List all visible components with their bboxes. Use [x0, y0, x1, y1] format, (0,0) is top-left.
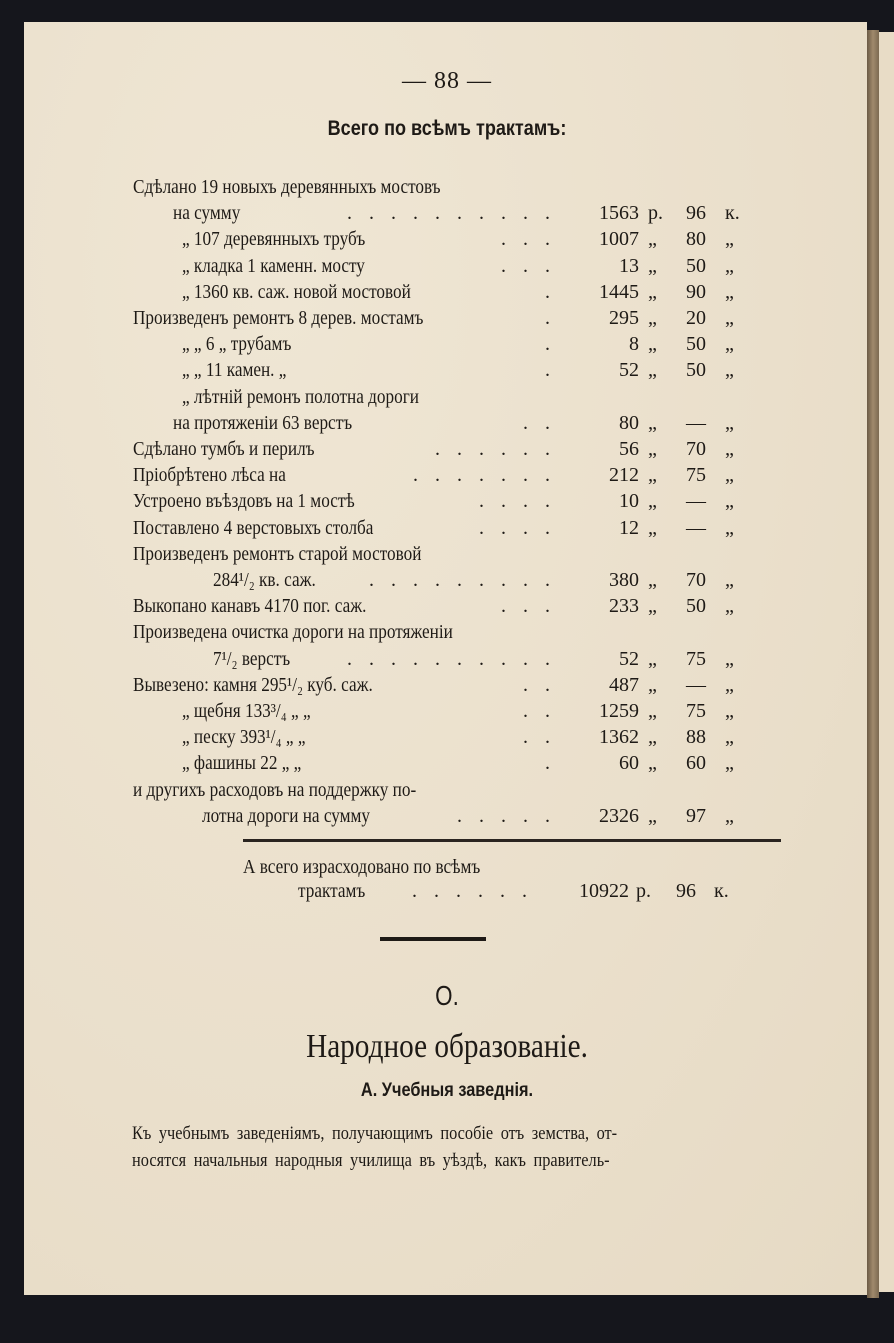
rub-unit: „	[648, 726, 657, 749]
table-row	[0, 357, 894, 383]
leader-dots: . .	[523, 673, 556, 696]
table-row	[0, 305, 894, 331]
total-row	[0, 878, 894, 904]
table-row	[0, 253, 894, 279]
row-rubles: 13	[619, 254, 639, 277]
table-row	[0, 279, 894, 305]
kop-unit: „	[725, 700, 734, 722]
section-title: Народное образованіе.	[306, 1028, 588, 1065]
leader-dots: . . . . . .	[435, 438, 556, 460]
row-label: Вывезено: камня 295¹/₂ куб. саж.	[133, 673, 373, 696]
row-label: „ лѣтній ремонъ полотна дороги	[182, 385, 419, 408]
row-label: Пріобрѣтено лѣса на	[133, 464, 286, 487]
table-row	[0, 698, 894, 724]
row-rubles: 52	[619, 359, 639, 382]
row-rubles: 2326	[599, 804, 639, 827]
row-label: 7¹/₂ верстъ	[213, 647, 291, 670]
row-rubles: 1362	[599, 726, 639, 749]
row-rubles: 212	[609, 464, 639, 487]
row-label: „ „ 11 камен. „	[182, 359, 287, 382]
table-row	[0, 777, 894, 803]
row-kopecks: —	[686, 673, 706, 696]
row-label: Выкопано канавъ 4170 пог. саж.	[133, 595, 367, 618]
table-row	[0, 803, 894, 829]
total-rule	[243, 839, 781, 842]
row-label: на сумму	[173, 202, 241, 225]
section-subtitle: А. Учебныя заведнія.	[360, 1080, 534, 1101]
kop-unit: „	[725, 726, 734, 749]
row-kopecks: 50	[686, 595, 706, 618]
table-row	[0, 724, 894, 750]
row-label: лотна дороги на сумму	[202, 804, 371, 827]
leader-dots: . .	[523, 700, 556, 722]
leader-dots: . . . . . . . . . .	[347, 647, 556, 670]
row-label: „ фашины 22 „ „	[182, 752, 302, 775]
kop-unit: „	[725, 359, 734, 382]
page-number: — 88 —	[402, 68, 492, 94]
rub-unit: „	[648, 700, 657, 722]
row-kopecks: —	[686, 516, 706, 539]
row-kopecks: —	[686, 490, 706, 513]
row-label: Поставлено 4 верстовыхъ столба	[133, 516, 374, 539]
row-kopecks: 90	[686, 280, 706, 303]
kop-unit: „	[725, 516, 734, 539]
row-kopecks: 96	[686, 202, 706, 225]
total-label-line2: трактамъ	[298, 880, 366, 902]
row-kopecks: 75	[686, 700, 706, 722]
row-kopecks: 97	[686, 804, 706, 827]
row-kopecks: 50	[686, 359, 706, 382]
row-rubles: 1259	[599, 700, 639, 722]
total-kopecks: 96	[676, 880, 696, 902]
kop-unit: „	[725, 228, 734, 251]
leader-dots: .	[545, 280, 556, 303]
leader-dots: . . . . .	[457, 804, 556, 827]
row-kopecks: 50	[686, 254, 706, 277]
kop-unit: „	[725, 438, 734, 460]
rub-unit: „	[648, 464, 657, 487]
kop-unit: „	[725, 752, 734, 775]
kop-unit: к.	[725, 202, 740, 225]
row-rubles: 1445	[599, 280, 639, 303]
leader-dots: . . . . . . . . . .	[347, 202, 556, 225]
leader-dots: . . . .	[479, 490, 556, 513]
row-label: Произведенъ ремонтъ старой мостовой	[133, 542, 422, 565]
row-kopecks: 75	[686, 464, 706, 487]
row-rubles: 10	[619, 490, 639, 513]
leader-dots: .	[545, 307, 556, 329]
leader-dots: . .	[523, 411, 556, 434]
row-rubles: 52	[619, 647, 639, 670]
rub-unit: „	[648, 647, 657, 670]
table-row	[0, 488, 894, 514]
table-row	[0, 619, 894, 645]
row-label: „ песку 393¹/₄ „ „	[182, 726, 306, 749]
total-rub-unit: р.	[636, 880, 651, 902]
leader-dots: . . .	[501, 595, 556, 618]
leader-dots: . . . . . . .	[413, 464, 556, 487]
rub-unit: „	[648, 804, 657, 827]
rub-unit: „	[648, 333, 657, 356]
rub-unit: „	[648, 569, 657, 591]
row-rubles: 295	[609, 307, 639, 329]
row-rubles: 487	[609, 673, 639, 696]
section-separator	[380, 937, 486, 941]
row-rubles: 8	[629, 333, 639, 356]
table-heading: Всего по всѣмъ трактамъ:	[327, 117, 567, 140]
row-label: „ щебня 133³/₄ „ „	[182, 700, 311, 722]
total-rubles: 10922	[579, 880, 629, 902]
rub-unit: „	[648, 307, 657, 329]
row-rubles: 60	[619, 752, 639, 775]
leader-dots: .	[545, 333, 556, 356]
total-label-line1: А всего израсходовано по всѣмъ	[243, 856, 481, 878]
kop-unit: „	[725, 280, 734, 303]
leader-dots: . . .	[501, 228, 556, 251]
rub-unit: „	[648, 752, 657, 775]
rub-unit: „	[648, 280, 657, 303]
rub-unit: „	[648, 359, 657, 382]
row-kopecks: 88	[686, 726, 706, 749]
table-row	[0, 462, 894, 488]
kop-unit: „	[725, 333, 734, 356]
table-row	[0, 541, 894, 567]
row-rubles: 380	[609, 569, 639, 591]
row-label: „ „ 6 „ трубамъ	[182, 333, 292, 356]
leader-dots: . . .	[501, 254, 556, 277]
row-label: на протяженіи 63 верстъ	[173, 411, 353, 434]
row-kopecks: 70	[686, 438, 706, 460]
rub-unit: р.	[648, 202, 663, 225]
rub-unit: „	[648, 438, 657, 460]
kop-unit: „	[725, 673, 734, 696]
table-row	[0, 672, 894, 698]
row-kopecks: —	[686, 411, 706, 434]
kop-unit: „	[725, 804, 734, 827]
kop-unit: „	[725, 307, 734, 329]
rub-unit: „	[648, 516, 657, 539]
leader-dots: .	[545, 359, 556, 382]
row-kopecks: 75	[686, 647, 706, 670]
row-label: 284¹/₂ кв. саж.	[213, 569, 316, 591]
row-rubles: 12	[619, 516, 639, 539]
row-rubles: 233	[609, 595, 639, 618]
table-row	[0, 174, 894, 200]
total-dots: . . . . . .	[412, 880, 533, 902]
row-rubles: 56	[619, 438, 639, 460]
paragraph-line-2: носятся начальныя народныя училища въ уѣздѣ, какъ правитель-	[132, 1150, 610, 1171]
table-row	[0, 331, 894, 357]
row-rubles: 1007	[599, 228, 639, 251]
rub-unit: „	[648, 228, 657, 251]
leader-dots: .	[545, 752, 556, 775]
kop-unit: „	[725, 464, 734, 487]
row-label: „ 1360 кв. саж. новой мостовой	[182, 280, 411, 303]
table-row	[0, 436, 894, 462]
row-label: Устроено въѣздовъ на 1 мостѣ	[133, 490, 355, 513]
row-kopecks: 70	[686, 569, 706, 591]
table-row	[0, 200, 894, 226]
paragraph-line-1: Къ учебнымъ заведеніямъ, получающимъ пособіе отъ земства, от-	[132, 1123, 618, 1144]
section-letter: О.	[435, 980, 459, 1011]
kop-unit: „	[725, 647, 734, 670]
row-label: Произведена очистка дороги на протяженіи	[133, 621, 453, 644]
leader-dots: . . . . . . . . .	[369, 569, 556, 591]
row-label: Сдѣлано 19 новыхъ деревянныхъ мостовъ	[133, 176, 441, 198]
row-kopecks: 20	[686, 307, 706, 329]
row-kopecks: 60	[686, 752, 706, 775]
table-row	[0, 646, 894, 672]
leader-dots: . .	[523, 726, 556, 749]
table-row	[0, 750, 894, 776]
rub-unit: „	[648, 673, 657, 696]
table-row	[0, 410, 894, 436]
rub-unit: „	[648, 595, 657, 618]
row-label: Сдѣлано тумбъ и перилъ	[133, 438, 315, 460]
table-row	[0, 226, 894, 252]
total-kop-unit: к.	[714, 880, 729, 902]
kop-unit: „	[725, 595, 734, 618]
rub-unit: „	[648, 254, 657, 277]
kop-unit: „	[725, 254, 734, 277]
row-rubles: 1563	[599, 202, 639, 225]
rub-unit: „	[648, 490, 657, 513]
row-kopecks: 50	[686, 333, 706, 356]
kop-unit: „	[725, 411, 734, 434]
kop-unit: „	[725, 490, 734, 513]
row-kopecks: 80	[686, 228, 706, 251]
rub-unit: „	[648, 411, 657, 434]
row-label: „ 107 деревянныхъ трубъ	[182, 228, 366, 251]
table-row	[0, 515, 894, 541]
row-rubles: 80	[619, 411, 639, 434]
table-row	[0, 567, 894, 593]
row-label: и другихъ расходовъ на поддержку по-	[133, 778, 417, 801]
table-row	[0, 593, 894, 619]
row-label: Произведенъ ремонтъ 8 дерев. мостамъ	[133, 307, 424, 329]
row-label: „ кладка 1 каменн. мосту	[182, 254, 365, 277]
table-row	[0, 384, 894, 410]
leader-dots: . . . .	[479, 516, 556, 539]
kop-unit: „	[725, 569, 734, 591]
